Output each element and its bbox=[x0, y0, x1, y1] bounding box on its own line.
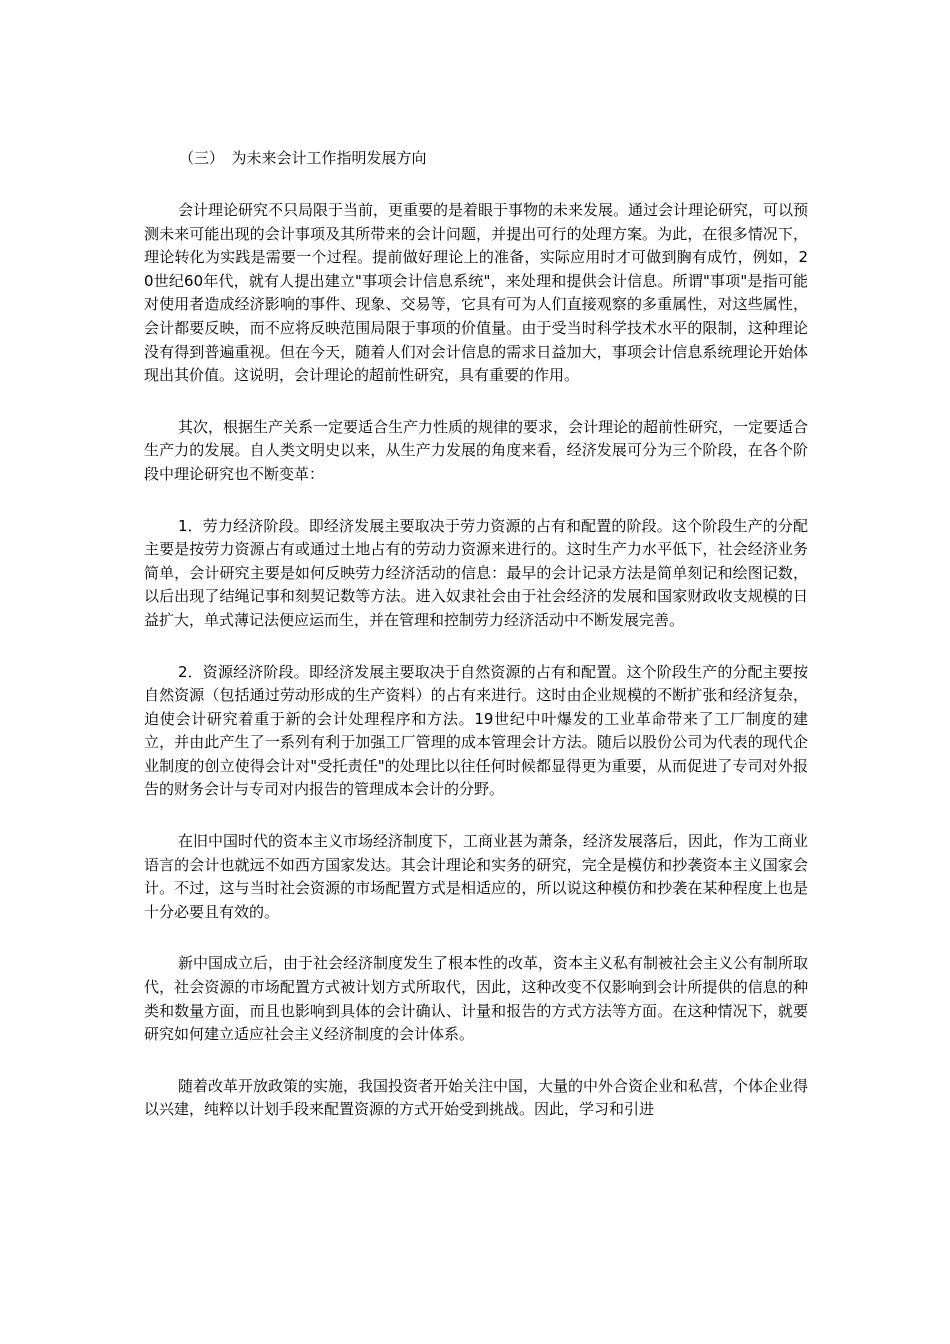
paragraph-reform-opening: 随着改革开放政策的实施，我国投资者开始关注中国，大量的中外合资企业和私营，个体企业得以兴建，纯粹以计划手段来配置资源的方式开始受到挑战。因此，学习和引进 bbox=[144, 1076, 809, 1119]
paragraph-labor-economy: 1．劳力经济阶段。即经济发展主要取决于劳力资源的占有和配置的阶段。这个阶段生产的分配主要是按劳力资源占有或通过土地占有的劳动力资源来进行的。这时生产力水平低下，社会经济业务简单，会计研究主要是如何反映劳力经济活动的信息：最早的会计记录方法是简单刻记和绘图记数，以后出现了结绳记事和刻契记数等方法。进入奴隶社会由于社会经济的发展和国家财政收支规模的日益扩大，单式薄记法便应运而生，并在管理和控制劳力经济活动中不断发展完善。 bbox=[144, 516, 808, 629]
paragraph-old-china: 在旧中国时代的资本主义市场经济制度下，工商业甚为萧条，经济发展落后，因此，作为工商业语言的会计也就远不如西方国家发达。其会计理论和实务的研究，完全是模仿和抄袭资本主义国家会计。不过，这与当时社会资源的市场配置方式是相适应的，所以说这种模仿和抄袭在某种程度上也是十分必要且有效的。 bbox=[144, 832, 809, 921]
paragraph-new-china: 新中国成立后，由于社会经济制度发生了根本性的改革，资本主义私有制被社会主义公有制所取代，社会资源的市场配置方式被计划方式所取代，因此，这种改变不仅影响到会计所提供的信息的种类和数量方面，而且也影响到具体的会计确认、计量和报告的方式方法等方面。在这种情况下，就要研究如何建立适应社会主义经济制度的会计体系。 bbox=[144, 954, 809, 1044]
paragraph-resource-economy: 2．资源经济阶段。即经济发展主要取决于自然资源的占有和配置。这个阶段生产的分配主要按自然资源（包括通过劳动形成的生产资料）的占有来进行。这时由企业规模的不断扩张和经济复杂，迫使会计研究着重于新的会计处理程序和方法。19世纪中叶爆发的工业革命带来了工厂制度的建立，并由此产生了一系列有利于加强工厂管理的成本管理会计方法。随后以股份公司为代表的现代企业制度的创立使得会计对"受托责任"的处理比以往任何时候都显得更为重要，从而促进了专司对外报告的财务会计与专司对内报告的管理成本会计的分野。 bbox=[144, 662, 808, 799]
paragraph-production-stages: 其次，根据生产关系一定要适合生产力性质的规律的要求，会计理论的超前性研究，一定要适合生产力的发展。自人类文明史以来，从生产力发展的角度来看，经济发展可分为三个阶段，在各个阶段中理论研究也不断变革： bbox=[144, 417, 809, 483]
paragraph-future-development: 会计理论研究不只局限于当前，更重要的是着眼于事物的未来发展。通过会计理论研究，可以预测未来可能出现的会计事项及其所带来的会计问题，并提出可行的处理方案。为此，在很多情况下，理论转化为实践是需要一个过程。提前做好理论上的准备，实际应用时才可做到胸有成竹，例如，20世纪60年代，就有人提出建立"事项会计信息系统"，来处理和提供会计信息。所谓"事项"是指可能对使用者造成经济影响的事件、现象、交易等，它具有可为人们直接观察的多重属性，对这些属性，会计都要反映，而不应将反映范围局限于事项的价值量。由于受当时科学技术水平的限制，这种理论没有得到普遍重视。但在今天，随着人们对会计信息的需求日益加大，事项会计信息系统理论开始体现出其价值。这说明，会计理论的超前性研究，具有重要的作用。 bbox=[144, 201, 809, 385]
section-heading: （三） 为未来会计工作指明发展方向 bbox=[179, 149, 427, 167]
document-page bbox=[144, 147, 808, 1122]
